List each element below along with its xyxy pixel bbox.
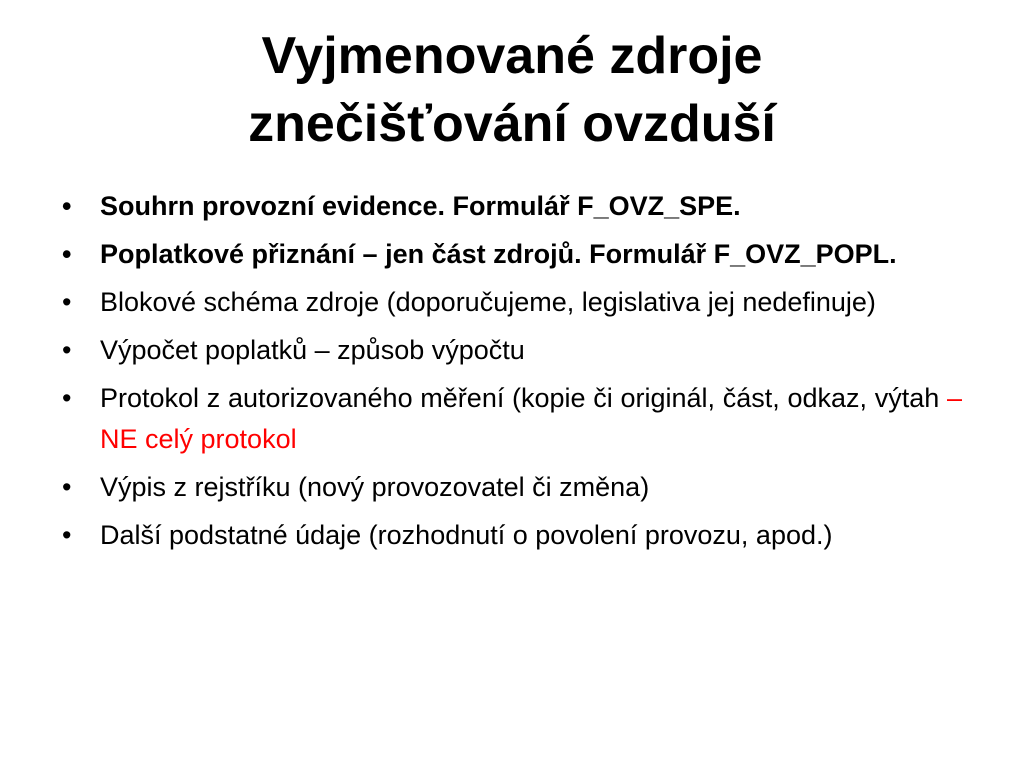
bullet-item-fee-calculation (62, 330, 962, 371)
bullet-text: Blokové schéma zdroje (doporučujeme, legislativa jej nedefinuje) (100, 287, 876, 317)
bullet-dot-icon: • (62, 472, 72, 502)
bullet-dot-icon: • (62, 383, 72, 413)
bullet-dot-icon: • (62, 239, 72, 269)
bullet-dot-icon: • (62, 191, 72, 221)
bullet-text: Výpočet poplatků – způsob výpočtu (100, 335, 525, 365)
bullet-dot-icon: • (62, 335, 72, 365)
bullet-text: Poplatkové přiznání – jen část zdrojů. Formulář F_OVZ_POPL. (100, 239, 897, 269)
bullet-text: Další podstatné údaje (rozhodnutí o povolení provozu, apod.) (100, 520, 833, 550)
title-line-2: znečišťování ovzduší (248, 95, 776, 153)
title-line-1: Vyjmenované zdroje (261, 27, 763, 85)
bullet-item-block-scheme (62, 282, 962, 323)
bullet-item-fee-declaration (62, 234, 962, 275)
bullet-dot-icon: • (62, 520, 72, 550)
bullet-item-register-extract (62, 467, 962, 508)
bullet-text: Výpis z rejstříku (nový provozovatel či změna) (100, 472, 650, 502)
slide-title (60, 22, 964, 158)
bullet-item-other-data (62, 515, 962, 556)
bullet-text: Protokol z autorizovaného měření (kopie či originál, část, odkaz, výtah (100, 383, 947, 413)
bullet-text: Souhrn provozní evidence. Formulář F_OVZ_SPE. (100, 191, 741, 221)
bullet-item-measurement-protocol (62, 378, 962, 460)
bullet-highlight-text: – NE celý protokol (100, 383, 962, 454)
bullet-list (62, 186, 962, 563)
bullet-item-summary-evidence (62, 186, 962, 227)
bullet-dot-icon: • (62, 287, 72, 317)
